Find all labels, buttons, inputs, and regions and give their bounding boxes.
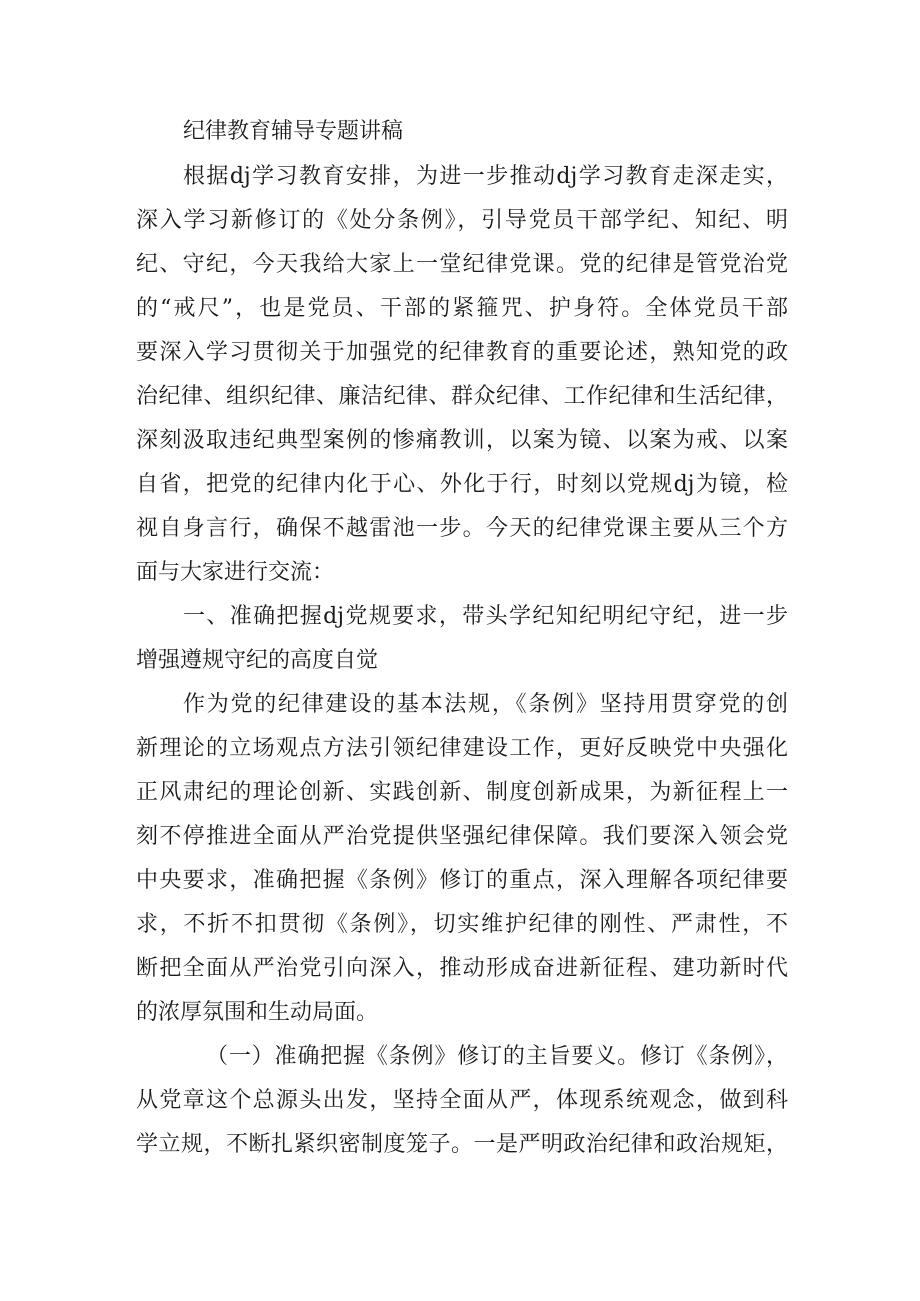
section-heading-line: 增强遵规守纪的高度自觉 xyxy=(136,648,379,673)
section-heading-line: 一、准确把握dj党规要求，带头学纪知纪明纪守纪，进一步 xyxy=(183,604,788,629)
document-title: 纪律教育辅导专题讲稿 xyxy=(183,119,404,144)
paragraph-line: 中央要求，准确把握《条例》修订的重点，深入理解各项纪律要 xyxy=(136,868,788,893)
paragraph-line: 从党章这个总源头出发，坚持全面从严，体现系统观念，做到科 xyxy=(136,1088,788,1113)
paragraph-line: 面与大家进行交流： xyxy=(136,560,335,585)
paragraph-line: 学立规，不断扎紧织密制度笼子。一是严明政治纪律和政治规矩， xyxy=(136,1132,788,1157)
paragraph-line: 作为党的纪律建设的基本法规，《条例》坚持用贯穿党的创 xyxy=(183,692,788,717)
paragraph-line: 视自身言行，确保不越雷池一步。今天的纪律党课主要从三个方 xyxy=(136,516,788,541)
paragraph-line: 的“戒尺”，也是党员、干部的紧箍咒、护身符。全体党员干部 xyxy=(136,296,788,321)
paragraph-line: 深入学习新修订的《处分条例》，引导党员干部学纪、知纪、明 xyxy=(136,208,788,233)
paragraph-line: 纪、守纪，今天我给大家上一堂纪律党课。党的纪律是管党治党 xyxy=(136,252,788,277)
paragraph-line: 刻不停推进全面从严治党提供坚强纪律保障。我们要深入领会党 xyxy=(136,824,788,849)
paragraph-line: 正风肃纪的理论创新、实践创新、制度创新成果，为新征程上一 xyxy=(136,780,788,805)
paragraph-line: 新理论的立场观点方法引领纪律建设工作，更好反映党中央强化 xyxy=(136,736,788,761)
paragraph-line: 深刻汲取违纪典型案例的惨痛教训，以案为镜、以案为戒、以案 xyxy=(136,428,788,453)
paragraph-line: 治纪律、组织纪律、廉洁纪律、群众纪律、工作纪律和生活纪律， xyxy=(136,384,788,409)
subsection-line: （一）准确把握《条例》修订的主旨要义。修订《条例》， xyxy=(206,1044,788,1069)
paragraph-line: 断把全面从严治党引向深入，推动形成奋进新征程、建功新时代 xyxy=(136,956,788,981)
paragraph-line: 要深入学习贯彻关于加强党的纪律教育的重要论述，熟知党的政 xyxy=(136,340,788,365)
paragraph-line: 自省，把党的纪律内化于心、外化于行，时刻以党规dj为镜，检 xyxy=(136,472,788,497)
paragraph-line: 根据dj学习教育安排，为进一步推动dj学习教育走深走实， xyxy=(183,164,788,189)
paragraph-line: 的浓厚氛围和生动局面。 xyxy=(136,1000,379,1025)
paragraph-line: 求，不折不扣贯彻《条例》，切实维护纪律的刚性、严肃性，不 xyxy=(136,912,788,937)
